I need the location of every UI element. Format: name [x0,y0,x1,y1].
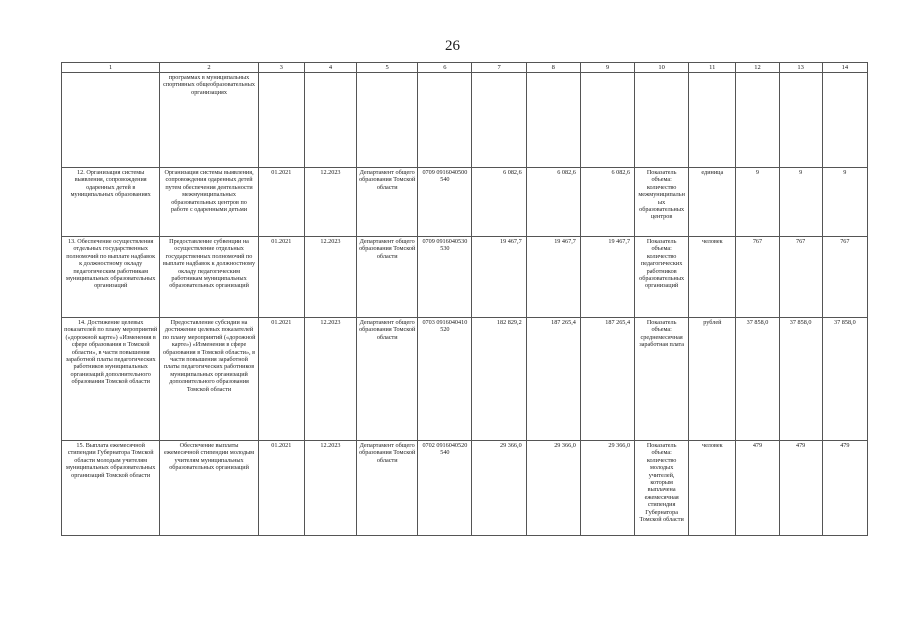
table-row [62,441,868,536]
table-cell: 187 265,4 [580,318,634,441]
column-header: 2 [160,63,258,73]
table-cell: 9 [779,168,822,237]
table-cell: 29 366,0 [472,441,526,536]
table-cell [418,73,472,168]
table-cell: 479 [779,441,822,536]
column-header: 11 [689,63,736,73]
table-cell: 0702 0916040520 540 [418,441,472,536]
table-cell: 6 082,6 [472,168,526,237]
table-cell: Департамент общего образования Томской области [357,318,418,441]
table-cell: 0703 0916040410 520 [418,318,472,441]
table-cell: Департамент общего образования Томской области [357,237,418,318]
table-cell: 37 858,0 [822,318,867,441]
column-header: 3 [258,63,304,73]
table-row [62,237,868,318]
table-cell: Организация системы выявления, сопровождения одаренных детей путем обеспечения деятельности межмуниципальных образовательных центров по работе с одаренными детьми [160,168,258,237]
table-cell [258,73,304,168]
table-cell: 0709 0916040530 530 [418,237,472,318]
table-cell: Показатель объема: количество межмуниципальных образовательных центров [635,168,689,237]
table-cell: 01.2021 [258,318,304,441]
table-cell: 19 467,7 [472,237,526,318]
table-cell: 12. Организация системы выявления, сопровождения одаренных детей в муниципальных образованиях [62,168,160,237]
table-cell: 12.2023 [304,441,356,536]
table-cell: 767 [822,237,867,318]
table-cell: единица [689,168,736,237]
table-cell: 767 [736,237,779,318]
table-cell [62,73,160,168]
column-header: 6 [418,63,472,73]
table-cell: 12.2023 [304,318,356,441]
table-cell: Департамент общего образования Томской области [357,168,418,237]
table-cell: 12.2023 [304,237,356,318]
table-cell: Показатель объема: количество молодых учителей, которым выплачена ежемесячная стипендия Губернатора Томской области [635,441,689,536]
table-cell [304,73,356,168]
table-cell [689,73,736,168]
table-cell: Обеспечение выплаты ежемесячной стипендии молодым учителям муниципальных образовательных организаций [160,441,258,536]
column-header: 10 [635,63,689,73]
table-cell: программах в муниципальных спортивных общеобразовательных организациях [160,73,258,168]
table-cell: 29 366,0 [580,441,634,536]
table-cell: 6 082,6 [580,168,634,237]
table-cell [472,73,526,168]
column-header: 9 [580,63,634,73]
table-cell: 187 265,4 [526,318,580,441]
table-cell [580,73,634,168]
table-cell [822,73,867,168]
column-header: 14 [822,63,867,73]
table-cell [779,73,822,168]
table-cell: человек [689,441,736,536]
column-header: 5 [357,63,418,73]
table-row [62,168,868,237]
table-cell: 19 467,7 [580,237,634,318]
table-cell: 182 829,2 [472,318,526,441]
table-cell: 6 082,6 [526,168,580,237]
table-cell: 01.2021 [258,441,304,536]
column-header: 8 [526,63,580,73]
table-cell: 19 467,7 [526,237,580,318]
page-number: 26 [445,38,460,54]
table-cell: рублей [689,318,736,441]
table-cell: 9 [822,168,867,237]
table-cell: 479 [736,441,779,536]
table-row [62,73,868,168]
header-row [62,63,868,73]
table-cell: 13. Обеспечение осуществления отдельных государственных полномочий по выплате надбавок к должностному окладу педагогическим работникам муниципальных образовательных организаций [62,237,160,318]
table-cell: 01.2021 [258,237,304,318]
table-cell: 479 [822,441,867,536]
table-cell: 01.2021 [258,168,304,237]
table-cell: 37 858,0 [736,318,779,441]
table-cell [736,73,779,168]
table-cell: 15. Выплата ежемесячной стипендии Губернатора Томской области молодым учителям муниципальных образовательных организаций Томской области [62,441,160,536]
column-header: 12 [736,63,779,73]
table-cell: Департамент общего образования Томской области [357,441,418,536]
table-cell [526,73,580,168]
table-cell: человек [689,237,736,318]
table-cell [635,73,689,168]
table-cell: 9 [736,168,779,237]
table-cell: Показатель объема: количество педагогических работников образовательных организаций [635,237,689,318]
table-cell: Предоставление субсидии на достижение целевых показателей по плану мероприятий («дорожной карте») «Изменения в сфере образования в Томской области», в части повышения заработной платы педагогических работников муниципальных организаций дополнительного образования Томской области [160,318,258,441]
table-cell: 14. Достижение целевых показателей по плану мероприятий («дорожной карте») «Изменения в сфере образования в Томской области», в части повышения заработной платы педагогических работников муниципальных организаций дополнительного образования Томской области [62,318,160,441]
table-row [62,318,868,441]
table-cell: Предоставление субвенции на осуществление отдельных государственных полномочий по выплате надбавок к должностному окладу педагогическим работникам муниципальных образовательных организаций [160,237,258,318]
program-table [61,62,868,536]
table-cell: 12.2023 [304,168,356,237]
table-cell: 767 [779,237,822,318]
column-header: 1 [62,63,160,73]
column-header: 4 [304,63,356,73]
table-cell: 29 366,0 [526,441,580,536]
column-header: 7 [472,63,526,73]
table-cell [357,73,418,168]
column-header: 13 [779,63,822,73]
table-cell: 37 858,0 [779,318,822,441]
table-cell: Показатель объема: среднемесячная заработная плата [635,318,689,441]
table-cell: 0709 0916040500 540 [418,168,472,237]
